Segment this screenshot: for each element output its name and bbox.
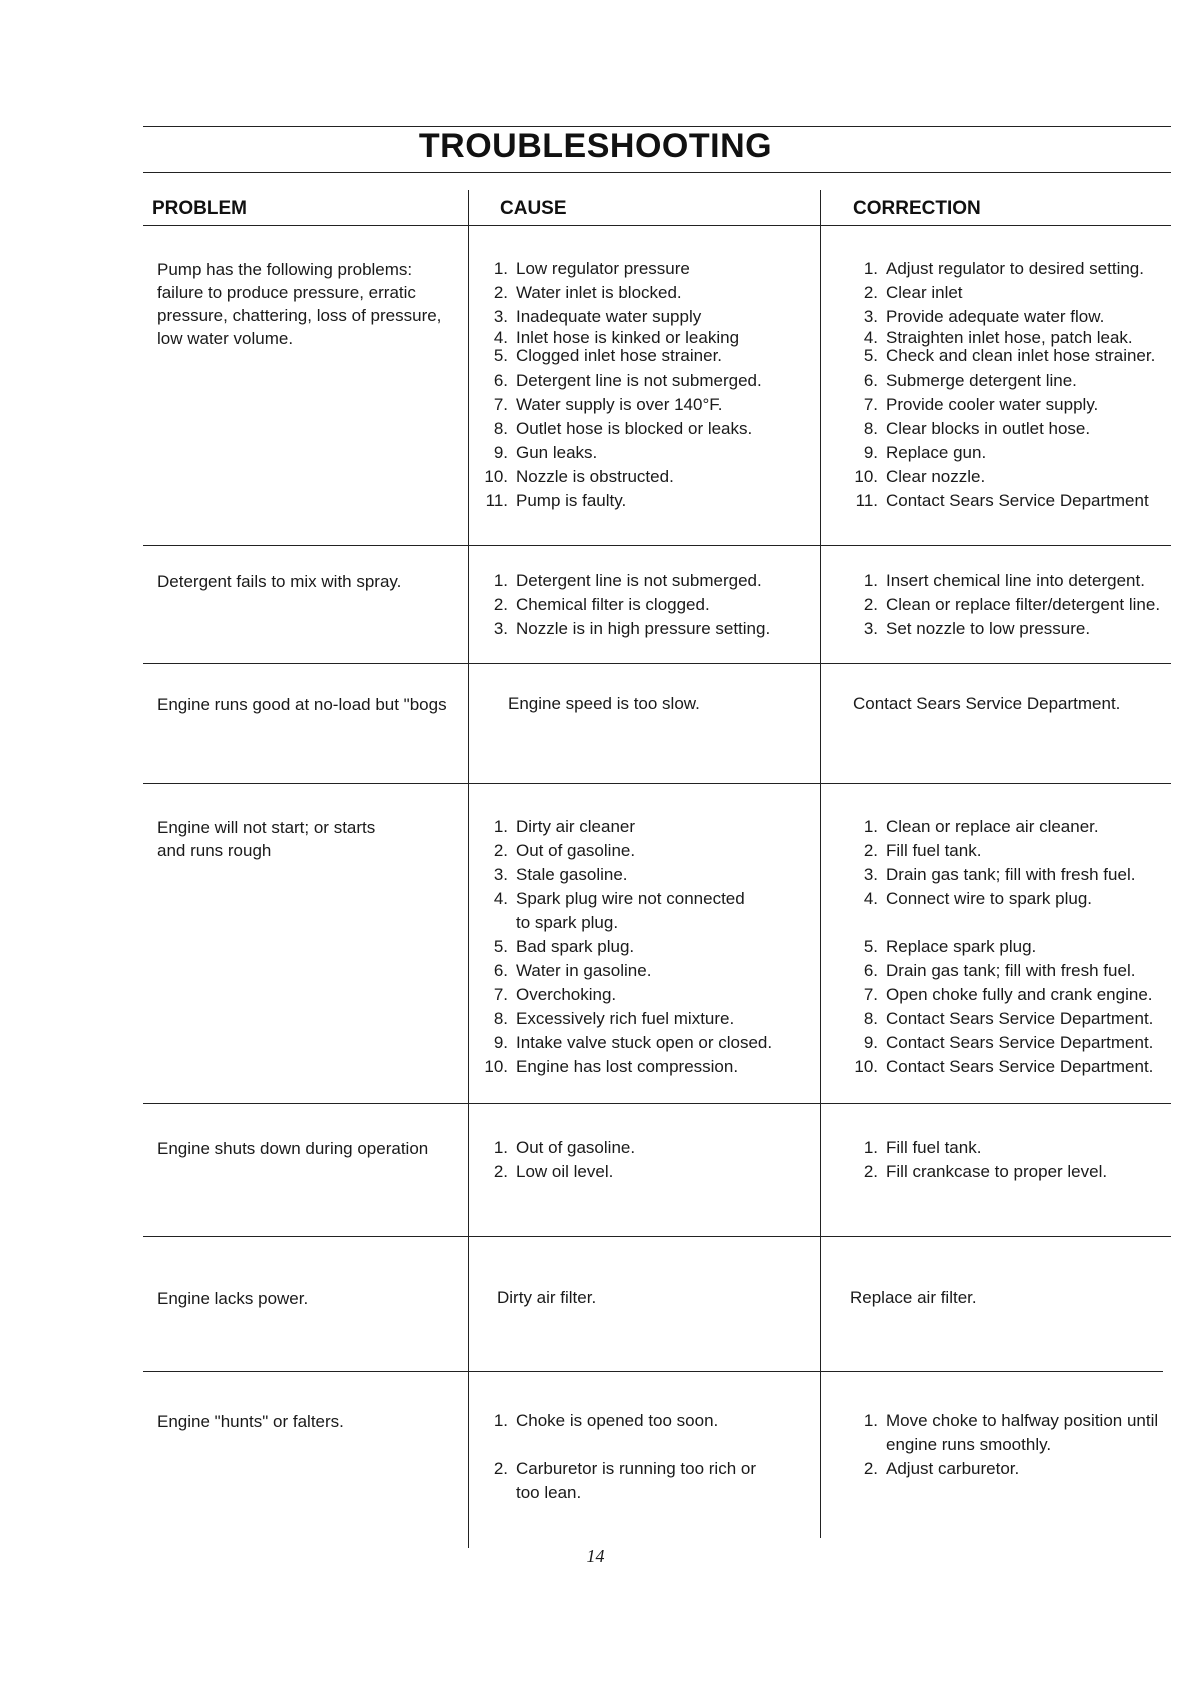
column-divider-left (468, 190, 469, 1548)
list-item: 2. Low oil level. (493, 1162, 614, 1181)
list-item: 3. Set nozzle to low pressure. (863, 619, 1091, 638)
cause-list-detergent (478, 569, 808, 641)
list-item: 3. Provide adequate water flow. (863, 307, 1105, 326)
list-item: 1. Adjust regulator to desired setting. (863, 259, 1144, 278)
list-item: 1. Fill fuel tank. (863, 1138, 982, 1157)
list-item: 9. Contact Sears Service Department. (863, 1033, 1154, 1052)
correction-list-pump (848, 257, 1168, 513)
row-divider (143, 545, 1171, 546)
list-item: 10. Clear nozzle. (854, 467, 986, 486)
cause-column-header: CAUSE (500, 198, 567, 219)
correction-list-detergent (848, 569, 1168, 641)
list-item: 2. Water inlet is blocked. (493, 283, 682, 302)
correction-list-engine-hunts (848, 1409, 1178, 1481)
cause-list-pump (478, 257, 808, 513)
list-item: 11. Pump is faulty. (485, 491, 627, 510)
list-item: 2. Fill fuel tank. (863, 841, 982, 860)
list-item: 1. Insert chemical line into detergent. (863, 571, 1145, 590)
list-item: 7. Water supply is over 140°F. (493, 395, 723, 414)
list-item: 6. Detergent line is not submerged. (493, 371, 762, 390)
row-divider (143, 1371, 1163, 1372)
list-spacer (478, 1433, 808, 1457)
correction-engine-lacks-power: Replace air filter. (850, 1288, 977, 1307)
list-item: 10. Engine has lost compression. (484, 1057, 739, 1076)
list-item: 10. Contact Sears Service Department. (854, 1057, 1154, 1076)
list-item: 2. Clear inlet (863, 283, 963, 302)
list-item: 8. Contact Sears Service Department. (863, 1009, 1154, 1028)
list-item: 3. Drain gas tank; fill with fresh fuel. (863, 865, 1136, 884)
list-item: 6. Drain gas tank; fill with fresh fuel. (863, 961, 1136, 980)
problem-engine-start: Engine will not start; or starts and runs rough (157, 818, 376, 860)
problem-detergent: Detergent fails to mix with spray. (157, 572, 402, 591)
list-item: 7. Open choke fully and crank engine. (863, 985, 1153, 1004)
row-divider (143, 1103, 1171, 1104)
list-item: 4. Spark plug wire not connected to spark plug. (493, 889, 745, 932)
list-item: 2. Adjust carburetor. (863, 1459, 1020, 1478)
list-item: 1. Detergent line is not submerged. (493, 571, 762, 590)
correction-engine-bogs: Contact Sears Service Department. (853, 694, 1121, 713)
list-item: 1. Move choke to halfway position until engine runs smoothly. (863, 1411, 1159, 1454)
list-item: 3. Inadequate water supply (493, 307, 702, 326)
list-item: 5. Bad spark plug. (493, 937, 635, 956)
list-item: 1. Choke is opened too soon. (493, 1411, 719, 1430)
problem-engine-shuts-down: Engine shuts down during operation (157, 1139, 429, 1158)
list-item: 11. Contact Sears Service Department (855, 491, 1149, 510)
list-item: 2. Fill crankcase to proper level. (863, 1162, 1108, 1181)
cause-list-engine-hunts (478, 1409, 808, 1505)
list-item: 10. Nozzle is obstructed. (484, 467, 674, 486)
list-item: 9. Replace gun. (863, 443, 987, 462)
page-title: TROUBLESHOOTING (418, 127, 773, 165)
list-item: 9. Intake valve stuck open or closed. (493, 1033, 773, 1052)
list-item: 2. Clean or replace filter/detergent line. (863, 595, 1161, 614)
problem-engine-hunts: Engine "hunts" or falters. (157, 1412, 344, 1431)
problem-column-header: PROBLEM (152, 198, 247, 219)
cause-list-engine-start (478, 815, 808, 1079)
row-divider (143, 783, 1171, 784)
list-item: 5. Replace spark plug. (863, 937, 1037, 956)
cause-engine-bogs: Engine speed is too slow. (508, 694, 700, 713)
list-item: 8. Excessively rich fuel mixture. (493, 1009, 735, 1028)
cause-list-engine-shuts-down (478, 1136, 808, 1184)
list-item: 8. Clear blocks in outlet hose. (863, 419, 1091, 438)
list-item: 5. Clogged inlet hose strainer. (493, 346, 723, 365)
list-item: 6. Water in gasoline. (493, 961, 652, 980)
list-item: 1. Out of gasoline. (493, 1138, 636, 1157)
cause-engine-lacks-power: Dirty air filter. (497, 1288, 597, 1307)
list-item: 1. Clean or replace air cleaner. (863, 817, 1099, 836)
list-item: 2. Out of gasoline. (493, 841, 636, 860)
row-divider (143, 1236, 1171, 1237)
title-bottom-rule (143, 172, 1171, 173)
correction-column-header: CORRECTION (853, 198, 981, 219)
list-item: 8. Outlet hose is blocked or leaks. (493, 419, 753, 438)
list-item: 2. Chemical filter is clogged. (493, 595, 710, 614)
column-divider-right (820, 190, 821, 1538)
problem-pump: Pump has the following problems: failure to produce pressure, erratic pressure, chattering, loss of pressure, low water volume. (157, 260, 442, 348)
header-rule (143, 225, 1171, 226)
list-item: 4. Straighten inlet hose, patch leak. (863, 328, 1133, 347)
list-item: 3. Nozzle is in high pressure setting. (493, 619, 771, 638)
list-spacer (848, 911, 1168, 935)
problem-engine-bogs: Engine runs good at no-load but "bogs (157, 695, 447, 714)
list-item: 2. Carburetor is running too rich or too lean. (493, 1459, 757, 1502)
list-item: 7. Overchoking. (493, 985, 617, 1004)
row-divider (143, 663, 1171, 664)
problem-engine-lacks-power: Engine lacks power. (157, 1289, 309, 1308)
list-item: 4. Connect wire to spark plug. (863, 889, 1092, 908)
list-item: 6. Submerge detergent line. (863, 371, 1077, 390)
list-item: 1. Dirty air cleaner (493, 817, 636, 836)
page-number: 14 (586, 1546, 605, 1566)
list-item: 5. Check and clean inlet hose strainer. (863, 346, 1156, 365)
list-item: 3. Stale gasoline. (493, 865, 628, 884)
correction-list-engine-start (848, 815, 1168, 1079)
correction-list-engine-shuts-down (848, 1136, 1168, 1184)
list-item: 9. Gun leaks. (493, 443, 598, 462)
list-item: 1. Low regulator pressure (493, 259, 690, 278)
list-item: 4. Inlet hose is kinked or leaking (493, 328, 740, 347)
list-item: 7. Provide cooler water supply. (863, 395, 1099, 414)
